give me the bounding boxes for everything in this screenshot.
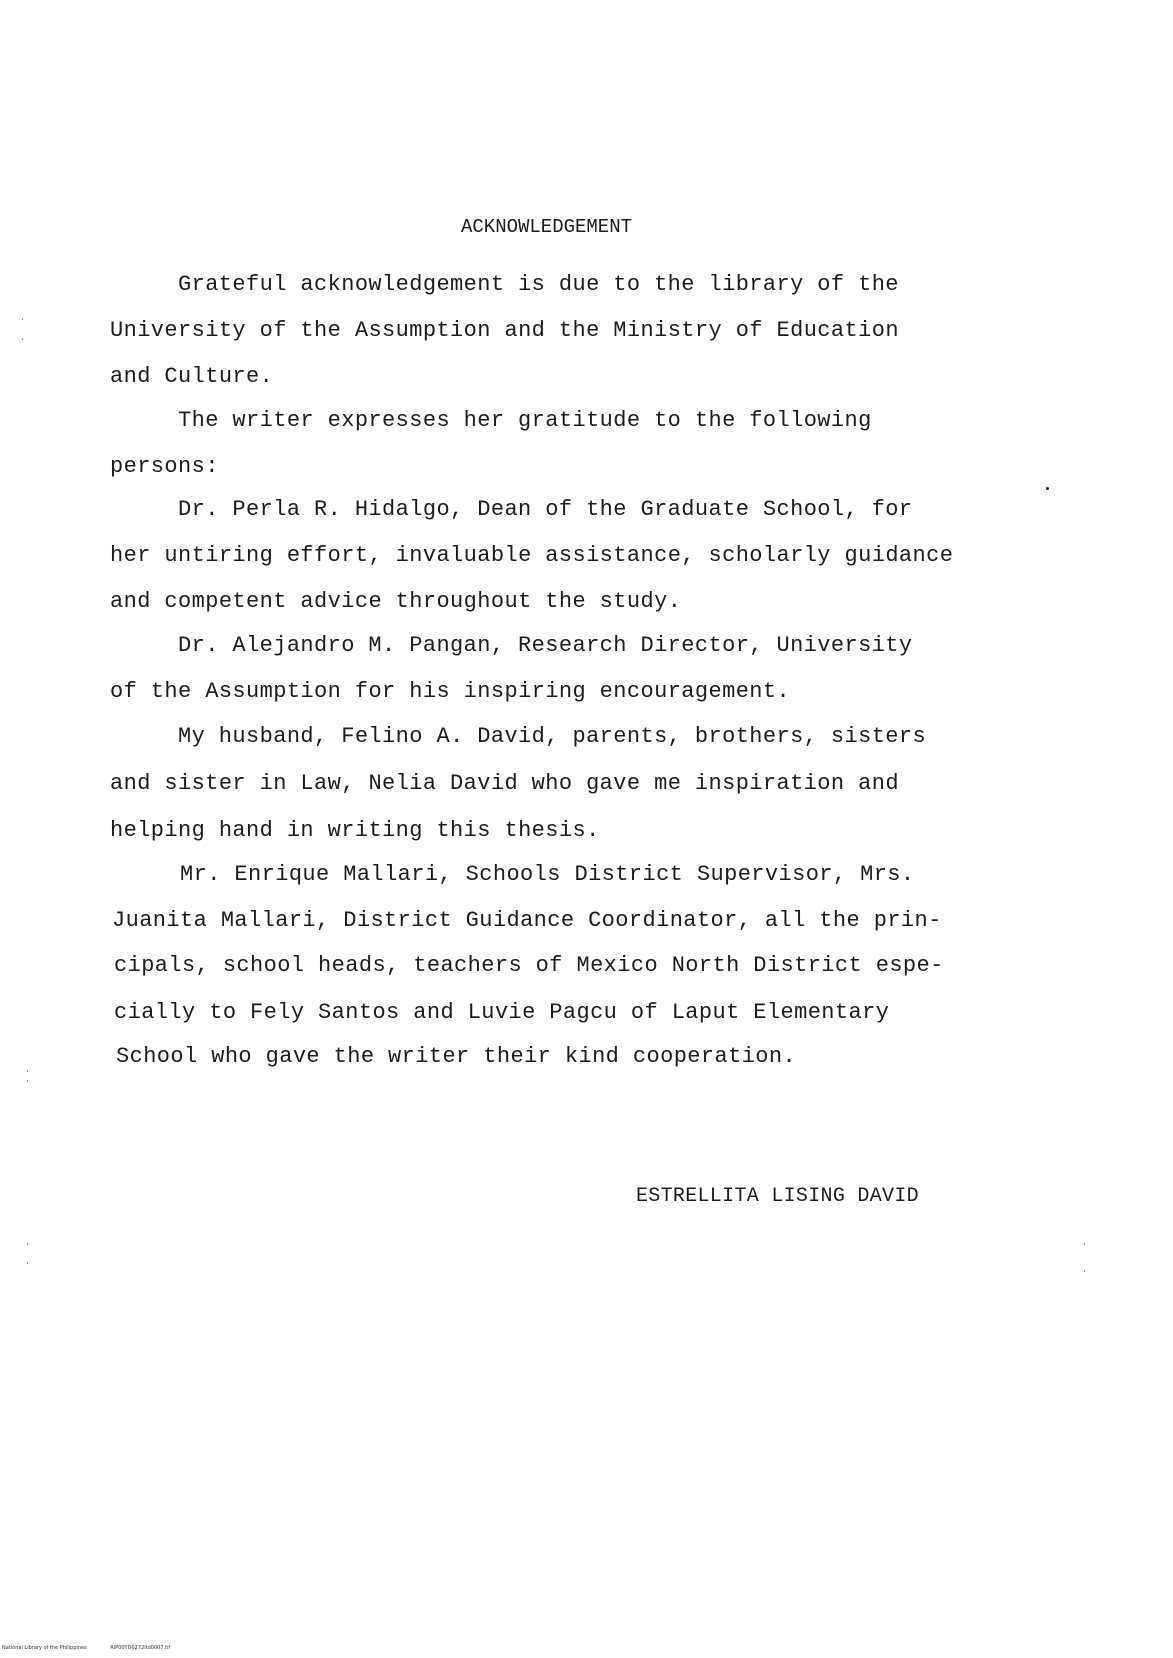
text-line: her untiring effort, invaluable assistance, scholarly guidance [110, 543, 954, 568]
text-line: helping hand in writing this thesis. [110, 818, 600, 843]
text-line: and competent advice throughout the study. [110, 589, 682, 614]
text-line: of the Assumption for his inspiring encouragement. [110, 679, 791, 704]
text-line: and Culture. [110, 364, 274, 389]
footer-file-id: RIP00YD0272Itd0007.tif [110, 1645, 171, 1651]
scan-artifact [22, 338, 23, 340]
text-line: The writer expresses her gratitude to the following [178, 408, 872, 433]
scan-footer [2, 1645, 192, 1651]
text-line: Grateful acknowledgement is due to the library of the [178, 272, 899, 297]
text-line: cially to Fely Santos and Luvie Pagcu of Laput Elementary [114, 1000, 890, 1025]
page-title: ACKNOWLEDGEMENT [460, 216, 633, 238]
author-signature: ESTRELLITA LISING DAVID [636, 1185, 919, 1208]
text-line: Juanita Mallari, District Guidance Coordinator, all the prin- [112, 908, 942, 933]
text-line: School who gave the writer their kind cooperation. [116, 1044, 797, 1069]
scan-artifact [1046, 487, 1049, 490]
scan-artifact [27, 1243, 28, 1245]
scan-artifact [22, 318, 23, 320]
text-line: cipals, school heads, teachers of Mexico North District espe- [114, 953, 944, 978]
text-line: and sister in Law, Nelia David who gave me inspiration and [110, 771, 899, 796]
scan-artifact [1084, 1243, 1085, 1245]
text-line: Mr. Enrique Mallari, Schools District Supervisor, Mrs. [180, 862, 915, 887]
text-line: University of the Assumption and the Ministry of Education [110, 318, 899, 343]
text-line: persons: [110, 454, 219, 479]
scan-artifact [1084, 1270, 1085, 1272]
scan-artifact [27, 1262, 28, 1264]
text-line: My husband, Felino A. David, parents, brothers, sisters [178, 724, 927, 749]
text-line: Dr. Alejandro M. Pangan, Research Director, University [178, 633, 913, 658]
scan-artifact [27, 1070, 28, 1072]
scan-artifact [27, 1080, 28, 1082]
footer-source: National Library of the Philippines [2, 1645, 87, 1651]
text-line: Dr. Perla R. Hidalgo, Dean of the Graduate School, for [178, 497, 913, 522]
